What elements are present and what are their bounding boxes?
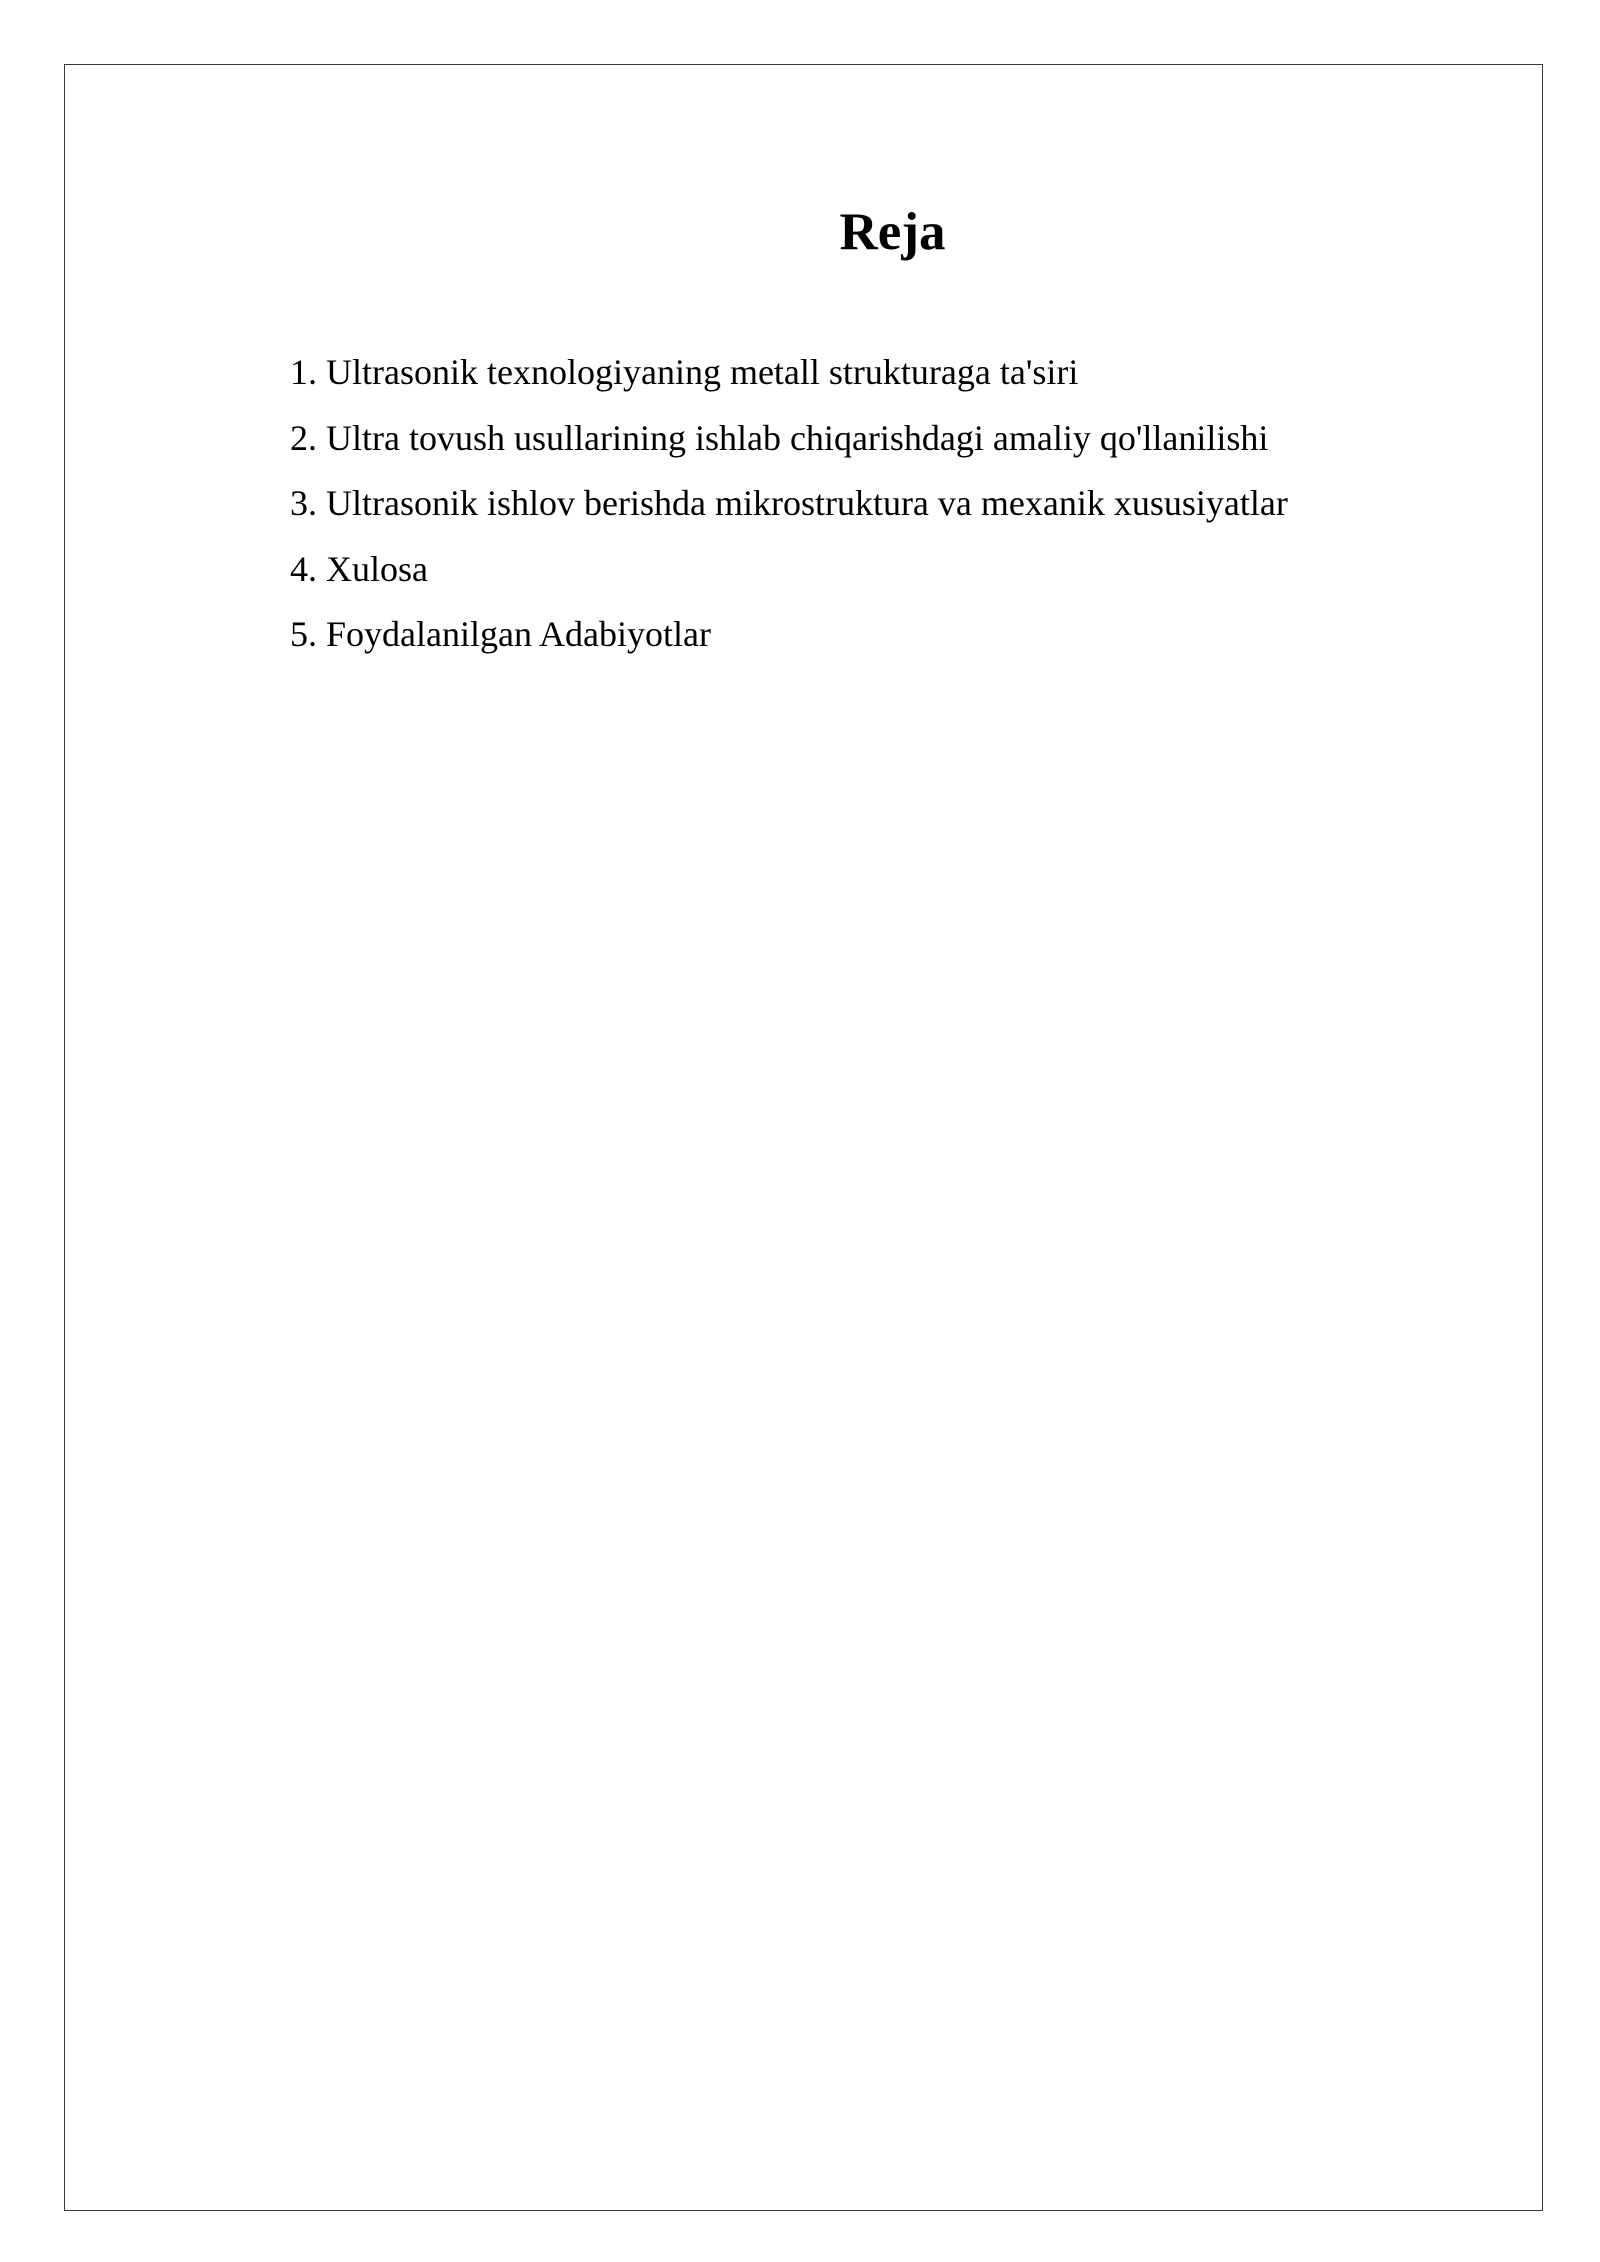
- list-item-number: 4.: [290, 548, 317, 589]
- list-item-text: Ultrasonik ishlov berishda mikrostruktura va mexanik xususiyatlar: [326, 483, 1288, 523]
- list-item: [290, 537, 1288, 603]
- list-item: [290, 340, 1288, 406]
- list-item: [290, 602, 1288, 668]
- list-item-text: Xulosa: [326, 548, 428, 589]
- list-item-text: Foydalanilgan Adabiyotlar: [326, 614, 711, 654]
- page-title: Reja: [839, 203, 946, 261]
- list-item-text: Ultra tovush usullarining ishlab chiqarishdagi amaliy qo'llanilishi: [326, 417, 1269, 458]
- list-item-number: 1.: [290, 352, 317, 392]
- list-item-number: 5.: [290, 614, 317, 654]
- list-item: [290, 471, 1288, 537]
- list-item-number: 2.: [290, 417, 317, 458]
- list-item-text: Ultrasonik texnologiyaning metall strukturaga ta'siri: [326, 352, 1079, 392]
- list-item: [290, 406, 1288, 472]
- plan-list: [290, 340, 1288, 668]
- list-item-number: 3.: [290, 483, 317, 523]
